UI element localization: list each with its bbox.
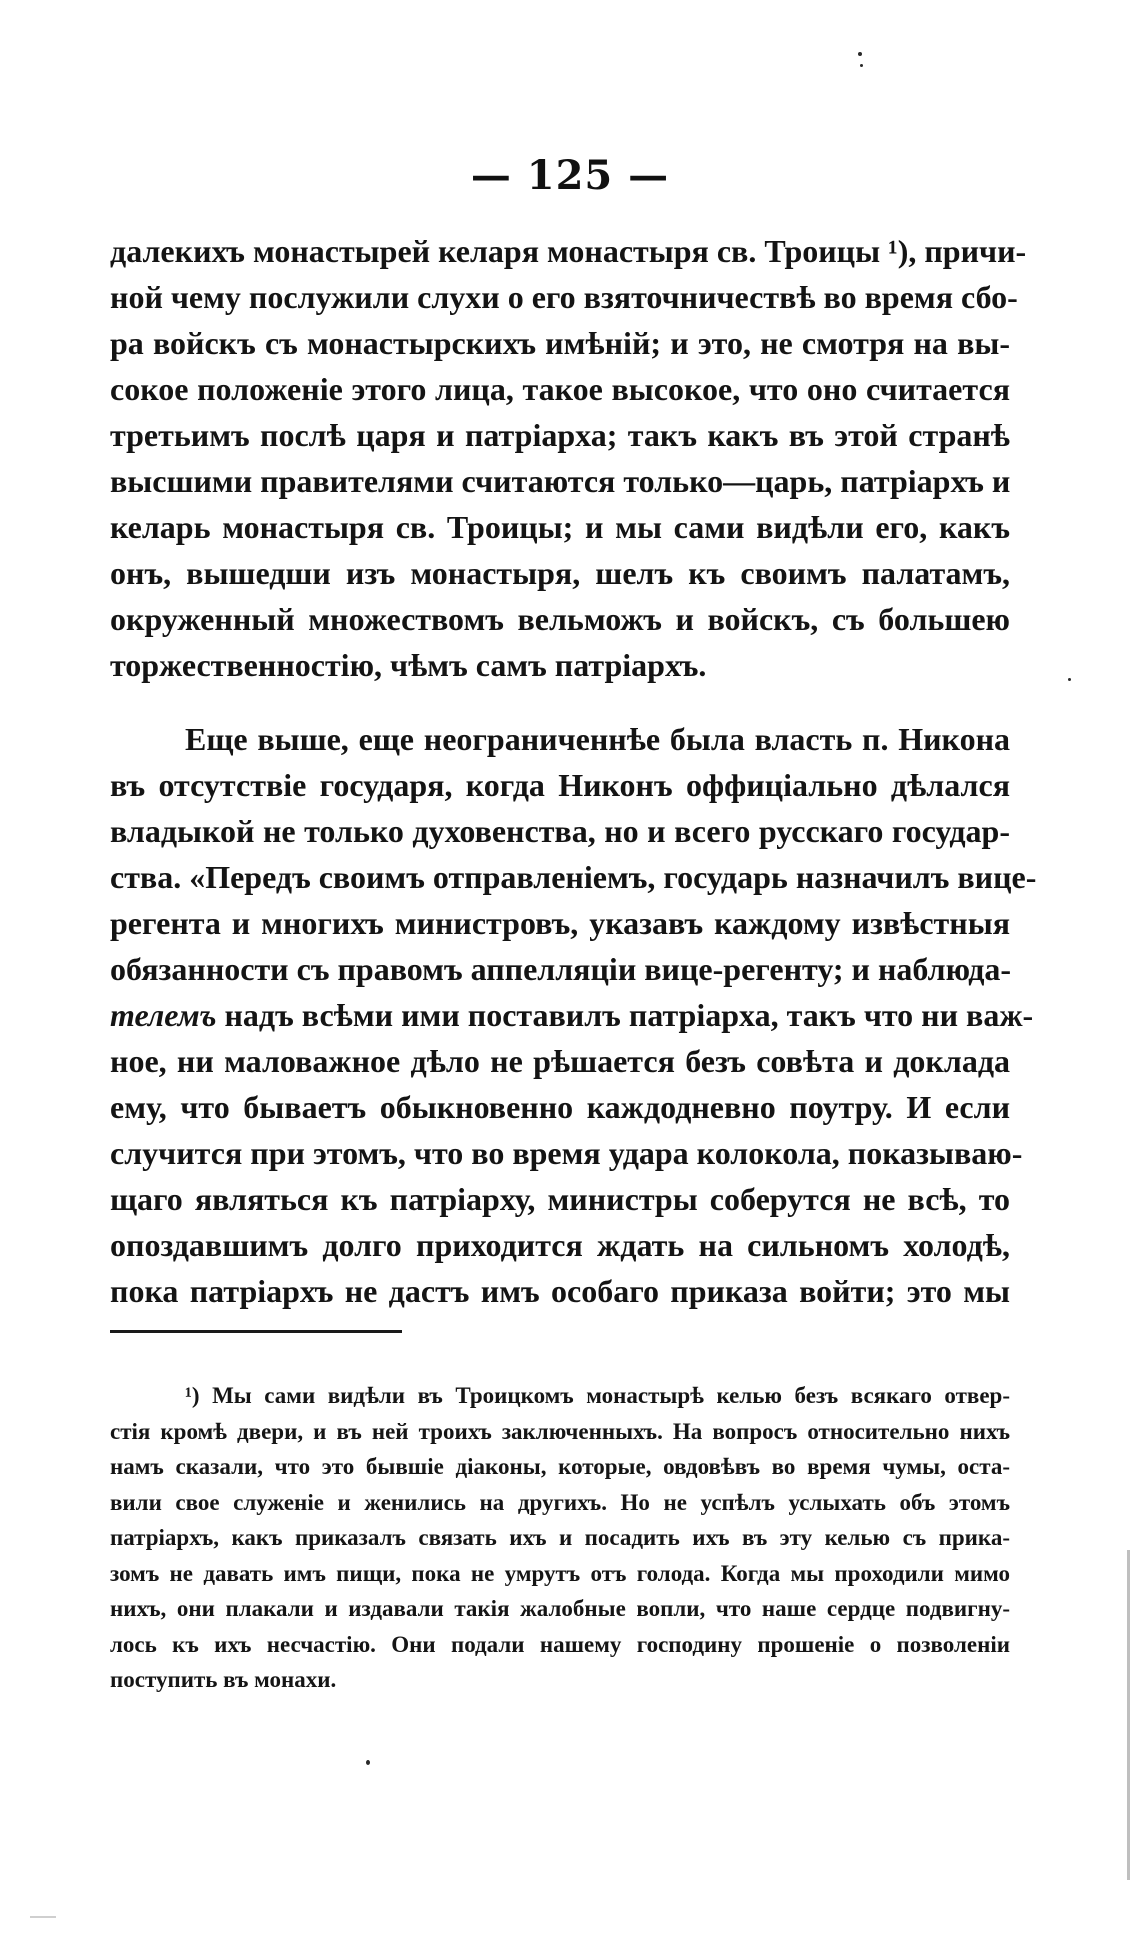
body-text xyxy=(110,228,1037,1314)
footnote-line: намъ сказали, что это бывшіе діаконы, которые, овдовѣвъ во время чумы, оста- xyxy=(110,1454,1010,1479)
text-line: ему, что бываетъ обыкновенно каждодневно поутру. И если xyxy=(110,1089,1010,1125)
footnote-line: стія кромѣ двери, и въ ней троихъ заключенныхъ. На вопросъ относительно нихъ xyxy=(110,1418,1010,1444)
text-line: пока патріархъ не дастъ имъ особаго приказа войти; это мы xyxy=(110,1273,1010,1309)
footnote-line: патріархъ, какъ приказалъ связать ихъ и посадить ихъ въ эту келью съ прика- xyxy=(110,1525,1010,1550)
ink-speck xyxy=(1068,678,1071,681)
footnote-line: лось къ ихъ несчастію. Они подали нашему господину прошеніе о позволеніи xyxy=(110,1631,1010,1657)
text-line: ное, ни маловажное дѣло не рѣшается безъ совѣта и доклада xyxy=(110,1043,1010,1079)
text-line: владыкой не только духовенства, но и всего русскаго государ- xyxy=(110,813,1010,849)
text-line: въ отсутствіе государя, когда Никонъ оффиціально дѣлался xyxy=(110,767,1010,803)
page-edge-line xyxy=(1127,1550,1130,1880)
footnote-line: ¹) Мы сами видѣли въ Троицкомъ монастырѣ келью безъ всякаго отвер- xyxy=(185,1383,1010,1408)
text-line: высшими правителями считаются только—царь, патріархъ и xyxy=(110,463,1011,499)
paragraph-gap xyxy=(110,688,1010,716)
footnote-line: поступить въ монахи. xyxy=(110,1667,337,1692)
text-line: келарь монастыря св. Троицы; и мы сами видѣли его, какъ xyxy=(110,509,1010,545)
italic-word: телемъ xyxy=(110,997,217,1033)
text-line: щаго являться къ патріарху, министры соберутся не всѣ, то xyxy=(110,1181,1010,1217)
page-number: — 125 — xyxy=(470,152,670,199)
ink-speck xyxy=(366,1760,370,1765)
text-line: обязанности съ правомъ аппелляціи вице-регенту; и наблюда- xyxy=(110,951,1012,987)
ink-speck xyxy=(858,52,862,56)
text-line: опоздавшимъ долго приходится ждать на сильномъ холодѣ, xyxy=(110,1227,1010,1263)
text-line: ной чему послужили слухи о его взяточничествѣ во время сбо- xyxy=(110,279,1018,315)
text-span: надъ всѣми ими поставилъ патріарха, такъ что ни важ- xyxy=(216,997,1034,1033)
text-line: регента и многихъ министровъ, указавъ каждому извѣстныя xyxy=(110,905,1010,941)
footnote-separator xyxy=(110,1330,402,1333)
text-line: случится при этомъ, что во время удара колокола, показываю- xyxy=(110,1135,1023,1171)
footnote-line: вили свое служеніе и женились на другихъ. Но не успѣлъ услыхать объ этомъ xyxy=(110,1489,1010,1515)
text-line: онъ, вышедши изъ монастыря, шелъ къ своимъ палатамъ, xyxy=(110,555,1010,591)
text-line: ства. «Передъ своимъ отправленіемъ, государь назначилъ вице- xyxy=(110,859,1037,895)
text-line: сокое положеніе этого лица, такое высокое, что оно считается xyxy=(110,371,1010,407)
text-line: третьимъ послѣ царя и патріарха; такъ какъ въ этой странѣ xyxy=(110,417,1010,453)
text-line: Еще выше, еще неограниченнѣе была власть п. Никона xyxy=(185,721,1010,757)
text-line xyxy=(110,992,1034,1038)
ink-speck xyxy=(860,64,863,67)
footnote-line: зомъ не давать имъ пищи, пока не умрутъ отъ голода. Когда мы проходили мимо xyxy=(110,1560,1010,1586)
text-line: далекихъ монастырей келаря монастыря св. Троицы ¹), причи- xyxy=(110,233,1027,269)
text-line: ра войскъ съ монастырскихъ имѣній; и это, не смотря на вы- xyxy=(110,325,1010,361)
page-edge-mark xyxy=(30,1916,56,1918)
footnote xyxy=(110,1378,1010,1698)
text-line: торжественностію, чѣмъ самъ патріархъ. xyxy=(110,647,707,683)
footnote-line: нихъ, они плакали и издавали такія жалобные вопли, что наше сердце подвигну- xyxy=(110,1596,1010,1621)
text-line: окруженный множествомъ вельможъ и войскъ, съ большею xyxy=(110,601,1010,637)
